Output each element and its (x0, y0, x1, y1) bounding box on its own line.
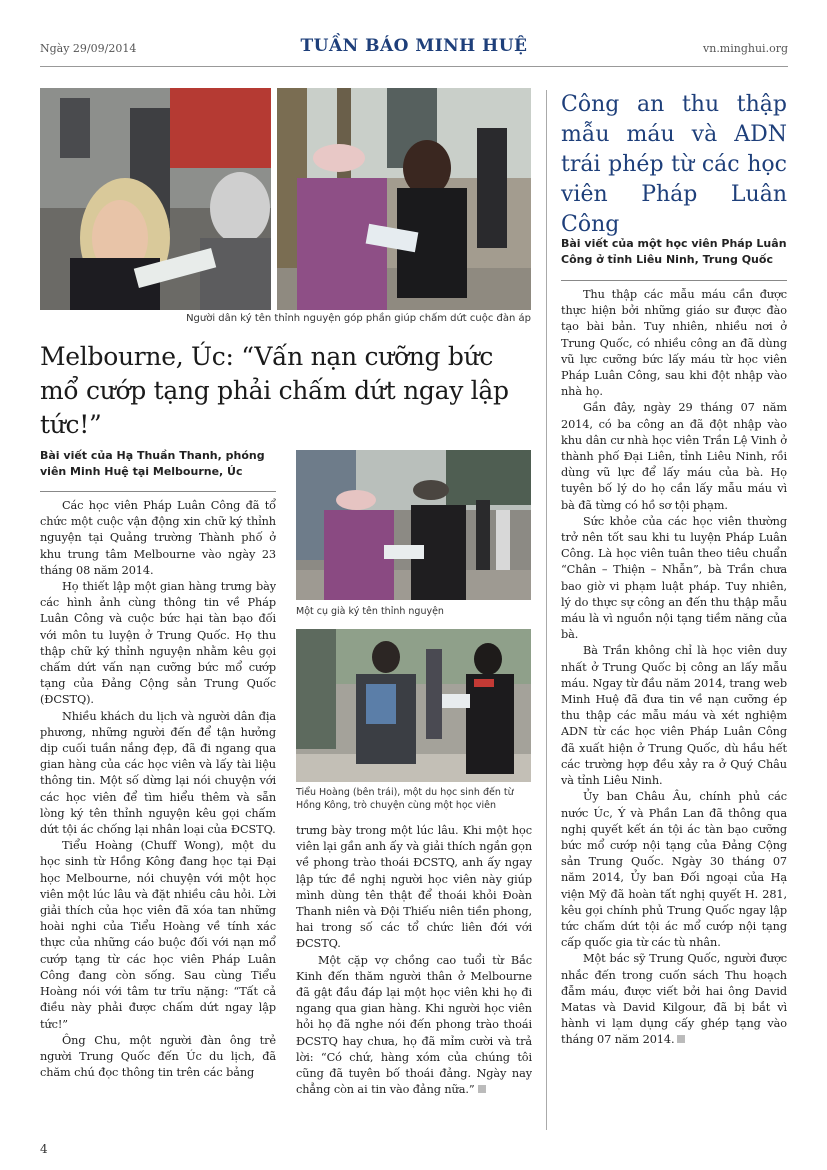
paragraph: Tiểu Hoàng (Chuff Wong), một du học sinh từ Hồng Kông đang học tại Đại học Melbourne, nói chuyện với một học viên một lúc lâu và đặt nhiều câu hỏi. Lời giải thích của học viên đã xóa tan những hoài nghi của Tiểu Hoàng về tính xác thực của những cáo buộc đối với nạn mổ cướp tạng từ các học viên Pháp Luân Công đang còn sống. Sau cùng Tiểu Hoàng nói với tâm tư trĩu nặng: “Tất cả điều này phải được chấm dứt ngay lập tức!” (40, 839, 276, 1031)
issue-date: Ngày 29/09/2014 (40, 42, 137, 55)
article-byline-right: Bài viết của một học viên Pháp Luân Công ở tỉnh Liêu Ninh, Trung Quốc (561, 237, 787, 266)
paragraph-text: Một cặp vợ chồng cao tuổi từ Bắc Kinh đến thăm người thân ở Melbourne đã gật đầu đáp lại một học viên khi họ đi ngang qua gian hàng. Khi người học viên hỏi họ đã nghe nói đến phong trào thoái ĐCSTQ hay chưa, họ đã mỉm cười và trả lời: “Có chứ, hàng xóm của chúng tôi cũng đã tuyên bố thoái đảng. Ngày nay chẳng còn ai tin vào đảng nữa.” (296, 953, 532, 1097)
paragraph: Các học viên Pháp Luân Công đã tổ chức một cuộc vận động xin chữ ký thỉnh nguyện tại Quảng trường Thành phố ở khu trung tâm Melbourne vào ngày 23 tháng 08 năm 2014. (40, 499, 276, 577)
paragraph (561, 951, 787, 1048)
header-divider (40, 66, 788, 67)
page-header (40, 36, 788, 66)
paragraph: Bà Trần không chỉ là học viên duy nhất ở Trung Quốc bị công an lấy mẫu máu. Ngay từ đầu năm 2014, trang web Minh Huệ đã đưa tin về nạn cưỡng ép thu thập các mẫu máu và xét nghiệm ADN từ các học viên Pháp Luân Công đã xuất hiện ở Trung Quốc, dù hầu hết các trường hợp đều xảy ra ở Quý Châu và tỉnh Liêu Ninh. (561, 644, 787, 788)
article-byline-left: Bài viết của Hạ Thuần Thanh, phóng viên Minh Huệ tại Melbourne, Úc (40, 449, 265, 478)
byline-divider-left (40, 491, 276, 492)
photo-caption-middle-1: Một cụ già ký tên thỉnh nguyện (296, 606, 444, 617)
photo-elderly-signing (296, 450, 531, 600)
byline-divider-right (561, 280, 787, 281)
photo-caption-top: Người dân ký tên thỉnh nguyện góp phần giúp chấm dứt cuộc đàn áp (186, 313, 531, 324)
paragraph: trưng bày trong một lúc lâu. Khi một học viên lại gần anh ấy và giải thích ngắn gọn về phong trào thoái ĐCSTQ, anh ấy ngay lập tức đề nghị người học viên này giúp mình dùng tên thật để thoái khỏi Đoàn Thanh niên và Đội Thiếu niên tiền phong, hai trong số các tổ chức liên đới với ĐCSTQ. (296, 824, 532, 951)
column-divider (546, 90, 547, 1130)
paragraph (296, 953, 532, 1099)
page-number: 4 (40, 1142, 48, 1156)
website-link[interactable]: vn.minghui.org (703, 42, 788, 55)
paragraph: Gần đây, ngày 29 tháng 07 năm 2014, có ba công an đã đột nhập vào khu dân cư nhà học viên Trần Lệ Vinh ở thành phố Đại Liên, tỉnh Liêu Ninh, rồi dùng vũ lực để lấy máu của bà. Họ tuyên bố lý do họ cần lấy mẫu máu vì bà đã từng có hồ sơ tội phạm. (561, 401, 787, 512)
article-title-right: Công an thu thập mẫu máu và ADN trái phép từ các học viên Pháp Luân Công (561, 92, 787, 237)
photo-street-signing (277, 88, 531, 310)
paragraph: Ông Chu, một người đàn ông trẻ người Trung Quốc đến Úc du lịch, đã chăm chú đọc thông tin trên các bảng (40, 1033, 276, 1080)
paragraph: Sức khỏe của các học viên thường trở nên tốt sau khi tu luyện Pháp Luân Công. Là học viên tuân theo tiêu chuẩn “Chân – Thiện – Nhẫn”, bà Trần chưa bao giờ vi phạm luật pháp. Tuy nhiên, lý do thực sự công an đến thu thập mẫu máu là vì nguồn nội tạng tiềm năng của bà. (561, 514, 787, 642)
paragraph: Họ thiết lập một gian hàng trưng bày các hình ảnh cùng thông tin về Pháp Luân Công và cuộc bức hại tàn bạo đối với môn tu luyện ở Trung Quốc. Họ thu thập chữ ký thỉnh nguyện nhằm kêu gọi chấm dứt vấn nạn cưỡng bức mổ cướp tạng của Đảng Cộng sản Trung Quốc (ĐCSTQ). (40, 580, 276, 707)
article-left-column-2 (296, 823, 532, 1138)
publication-title: TUẦN BÁO MINH HUỆ (300, 36, 528, 56)
paragraph: Nhiều khách du lịch và người dân địa phương, những người đến để tận hưởng dịp cuối tuần nắng đẹp, đã đi ngang qua gian hàng của các học viên và lấy tài liệu thông tin. Một số dừng lại nói chuyện với các học viên để tìm hiểu thêm và sẵn lòng ký tên thỉnh nguyện kêu gọi chấm dứt tội ác chống lại nhân loại của ĐCSTQ. (40, 709, 276, 837)
article-left-column-1 (40, 498, 276, 1138)
paragraph: Thu thập các mẫu máu cần được thực hiện bởi những giáo sư được đào tạo bài bản. Tuy nhiên, nhiều nơi ở Trung Quốc, có nhiều công an đã dùng vũ lực cưỡng bức lấy máu từ học viên Pháp Luân Công, sau khi đột nhập vào nhà họ. (561, 288, 787, 399)
end-of-article-mark (478, 1085, 486, 1093)
article-right-column (561, 287, 787, 1137)
paragraph-text: Một bác sỹ Trung Quốc, người được nhắc đến trong cuốn sách Thu hoạch đẫm máu, được viết bởi hai ông David Matas và David Kilgour, đã bị bắt vì hành vi lạm dụng cấy ghép tạng vào tháng 07 năm 2014. (561, 952, 787, 1047)
paragraph: Ủy ban Châu Âu, chính phủ các nước Úc, Ý và Phần Lan đã thông qua nghị quyết kết án tội ác tàn bạo cưỡng bức mổ cướp nội tạng của Đảng Cộng sản Trung Quốc. Ngày 30 tháng 07 năm 2014, Ủy ban Đối ngoại của Hạ viện Mỹ đã hoàn tất nghị quyết H. 281, kêu gọi chính phủ Trung Quốc ngay lập tức chấm dứt tội ác mổ cướp nội tạng cấp quốc gia từ các tù nhân. (561, 790, 787, 950)
photo-woman-signing (40, 88, 271, 310)
article-title-left: Melbourne, Úc: “Vấn nạn cưỡng bức mổ cướp tạng phải chấm dứt ngay lập tức!” (40, 342, 509, 439)
photo-student-conversation (296, 629, 531, 782)
end-of-article-mark (677, 1035, 685, 1043)
photo-caption-middle-2: Tiểu Hoàng (bên trái), một du học sinh đến từ Hồng Kông, trò chuyện cùng một học viên (296, 787, 514, 811)
